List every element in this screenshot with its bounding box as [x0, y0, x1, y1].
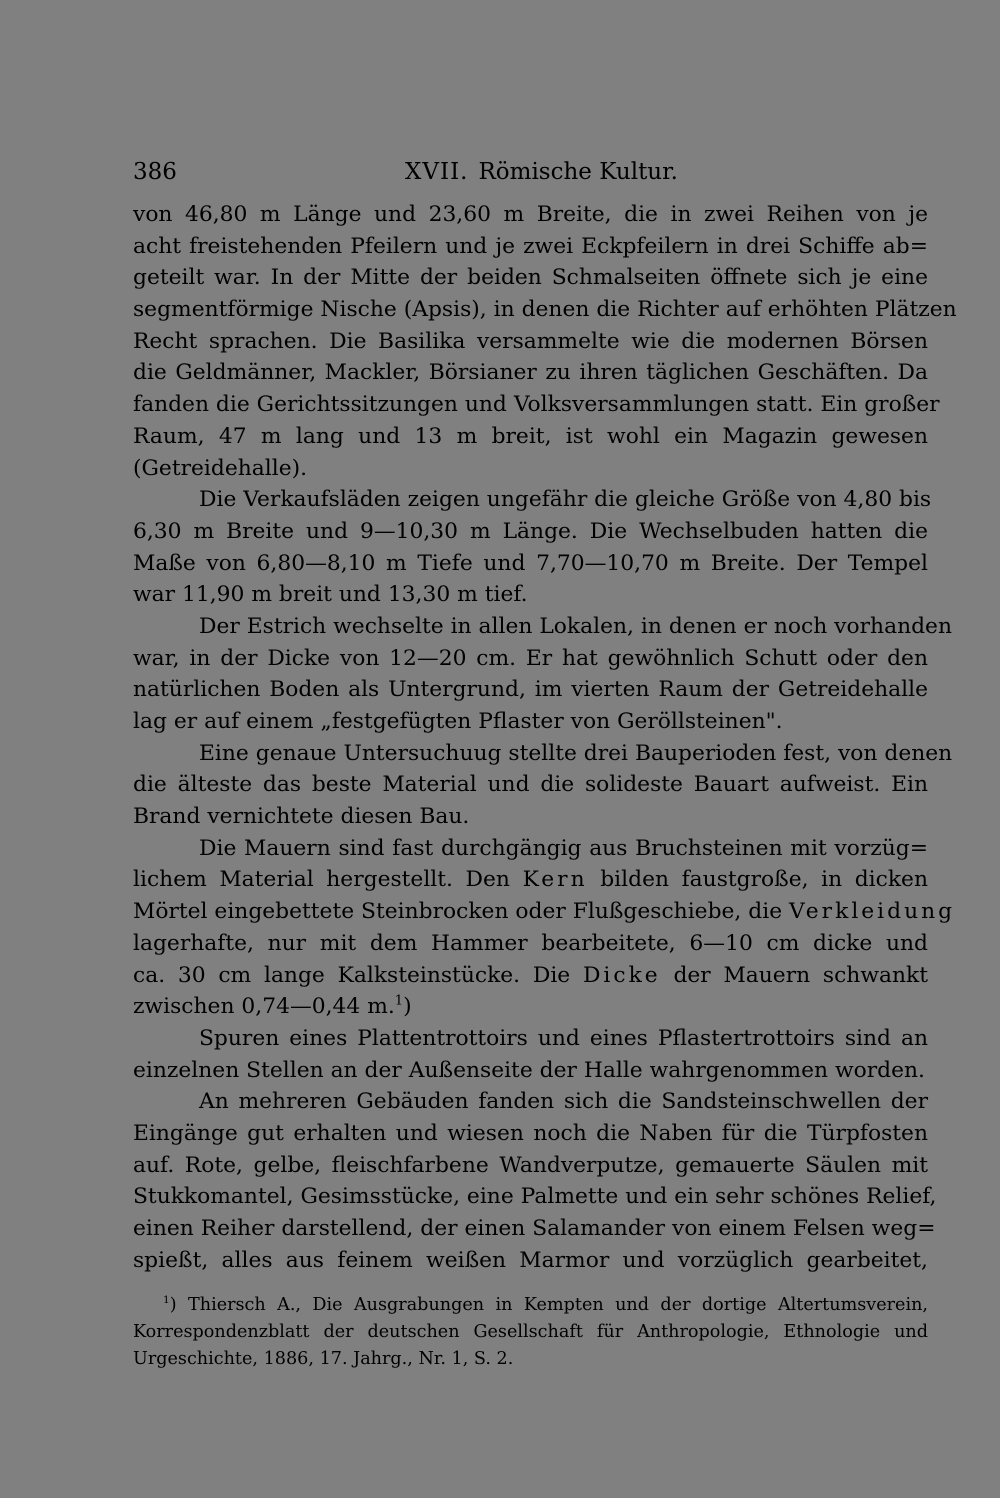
text-line: Recht sprachen. Die Basilika versammelte wie die modernen Börsen — [133, 328, 928, 354]
text-line: Stukkomantel, Gesimsstücke, eine Palmette und ein sehr schönes Relief, — [133, 1184, 937, 1210]
text-line: natürlichen Boden als Untergrund, im vierten Raum der Getreidehalle — [133, 677, 928, 703]
text-line: fanden die Gerichtssitzungen und Volksversammlungen statt. Ein großer — [133, 392, 940, 418]
text-line: spießt, alles aus feinem weißen Marmor und vorzüglich gearbeitet, — [133, 1247, 928, 1273]
text-line: war 11,90 m breit und 13,30 m tief. — [133, 582, 528, 608]
page-number: 386 — [133, 159, 177, 185]
paragraph-start: An mehreren Gebäuden fanden sich die Sandsteinschwellen der — [199, 1089, 928, 1115]
paragraph-start: Eine genaue Untersuchuug stellte drei Bauperioden fest, von denen — [199, 740, 953, 766]
text-run: der Mauern schwankt — [660, 962, 928, 988]
text-run: ca. 30 cm lange Kalksteinstücke. Die — [133, 962, 583, 988]
footnote-reference: 1 — [394, 993, 404, 1009]
footnote-line: Korrespondenzblatt der deutschen Gesellschaft für Anthropologie, Ethnologie und — [133, 1322, 928, 1342]
text-line — [133, 864, 928, 896]
text-line: einzelnen Stellen an der Außenseite der Halle wahrgenommen worden. — [133, 1057, 925, 1083]
text-line: 6,30 m Breite und 9—10,30 m Länge. Die Wechselbuden hatten die — [133, 518, 928, 544]
footnote-line — [133, 1292, 928, 1319]
chapter-number: XVII. — [405, 159, 469, 185]
spaced-emphasis: Kern — [522, 867, 588, 893]
text-run: Mörtel eingebettete Steinbrocken oder Flußgeschiebe, die — [133, 899, 790, 925]
paragraph-start: Spuren eines Plattentrottoirs und eines Pflastertrottoirs sind an — [199, 1025, 928, 1051]
chapter-heading — [405, 154, 678, 190]
running-head — [133, 154, 928, 190]
text-line — [133, 991, 928, 1023]
text-line: die älteste das beste Material und die solideste Bauart aufweist. Ein — [133, 772, 928, 798]
paragraph-start: Die Verkaufsläden zeigen ungefähr die gleiche Größe von 4,80 bis — [199, 487, 932, 513]
text-line: acht freistehenden Pfeilern und je zwei Eckpfeilern in drei Schiffe ab= — [133, 233, 928, 259]
text-line: Maße von 6,80—8,10 m Tiefe und 7,70—10,70 m Breite. Der Tempel — [133, 550, 928, 576]
footnote-marker: 1 — [163, 1294, 170, 1307]
text-line: lag er auf einem „festgefügten Pflaster von Geröllsteinen". — [133, 709, 783, 734]
text-run: zwischen 0,74—0,44 m. — [133, 994, 395, 1020]
text-line — [133, 960, 928, 992]
text-line — [133, 896, 956, 928]
footnote — [133, 1292, 928, 1373]
chapter-title: Römische Kultur. — [478, 159, 678, 185]
text-line: segmentförmige Nische (Apsis), in denen die Richter auf erhöhten Plätzen — [133, 297, 957, 323]
footnote-line: Urgeschichte, 1886, 17. Jahrg., Nr. 1, S. 2. — [133, 1349, 514, 1369]
paragraph-start: Der Estrich wechselte in allen Lokalen, in denen er noch vorhanden — [199, 613, 952, 639]
text-line: die Geldmänner, Mackler, Börsianer zu ihren täglichen Geschäften. Da — [133, 360, 928, 386]
text-run: ) — [403, 994, 412, 1020]
paragraph-start: Die Mauern sind fast durchgängig aus Bruchsteinen mit vorzüg= — [199, 835, 928, 861]
spaced-emphasis: Verkleidung — [789, 899, 956, 925]
text-line: geteilt war. In der Mitte der beiden Schmalseiten öffnete sich je eine — [133, 265, 928, 291]
text-line: einen Reiher darstellend, der einen Salamander von einem Felsen weg= — [133, 1216, 936, 1241]
spaced-emphasis: Dicke — [582, 962, 661, 988]
footnote-marker-suffix: ) — [169, 1295, 177, 1315]
text-line: war, in der Dicke von 12—20 cm. Er hat gewöhnlich Schutt oder den — [133, 645, 928, 671]
text-line: Eingänge gut erhalten und wiesen noch die Naben für die Türpfosten — [133, 1120, 928, 1146]
text-line: Brand vernichtete diesen Bau. — [133, 804, 470, 830]
text-line: (Getreidehalle). — [133, 455, 308, 481]
text-run: bilden faustgroße, in dicken — [587, 867, 928, 893]
text-line: auf. Rote, gelbe, fleischfarbene Wandverputze, gemauerte Säulen mit — [133, 1152, 928, 1178]
text-line: Raum, 47 m lang und 13 m breit, ist wohl ein Magazin gewesen — [133, 423, 928, 449]
footnote-text: Thiersch A., Die Ausgrabungen in Kempten und der dortige Altertumsverein, — [188, 1295, 929, 1315]
body-text — [133, 199, 957, 1276]
text-run: lichem Material hergestellt. Den — [133, 867, 523, 893]
text-line: lagerhafte, nur mit dem Hammer bearbeitete, 6—10 cm dicke und — [133, 930, 928, 956]
text-line: von 46,80 m Länge und 23,60 m Breite, die in zwei Reihen von je — [133, 202, 928, 227]
